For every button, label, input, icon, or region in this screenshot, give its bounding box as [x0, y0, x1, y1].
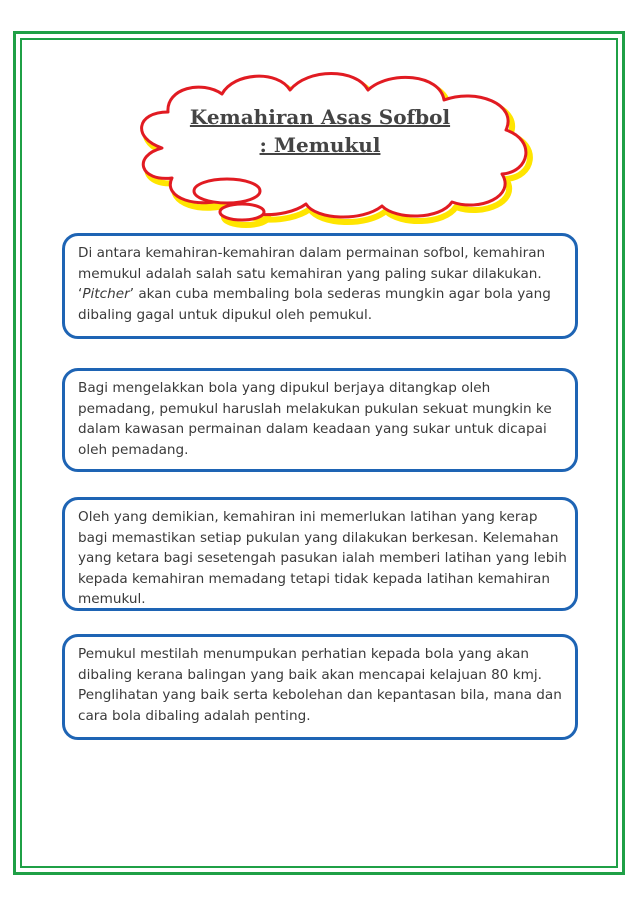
paragraph-1: [78, 243, 567, 325]
paragraph-1-text-start: Di antara kemahiran-kemahiran dalam permainan sofbol, kemahiran memukul adalah salah satu kemahiran yang paling sukar dilakukan. ‘: [78, 245, 546, 302]
text-box-2: [62, 368, 578, 472]
paragraph-2: Bagi mengelakkan bola yang dipukul berjaya ditangkap oleh pemadang, pemukul haruslah melakukan pukulan sekuat mungkin ke dalam kawasan permainan dalam keadaan yang sukar untuk dicapai oleh pemadang.: [78, 380, 552, 458]
page-title: [150, 103, 490, 159]
title-line-1: Kemahiran Asas Sofbol: [189, 105, 451, 129]
paragraph-4: Pemukul mestilah menumpukan perhatian kepada bola yang akan dibaling kerana balingan yang baik akan mencapai kelajuan 80 kmj. Penglihatan yang baik serta kebolehan dan kepantasan bila, mana dan cara bola dibaling adalah penting.: [78, 646, 562, 724]
paragraph-1-italic-term: Pitcher: [82, 286, 130, 302]
title-line-2: : Memukul: [259, 133, 381, 157]
text-box-4: [62, 634, 578, 740]
text-box-3: [62, 497, 578, 611]
text-box-1: [62, 233, 578, 339]
paragraph-3: Oleh yang demikian, kemahiran ini memerlukan latihan yang kerap bagi memastikan setiap pukulan yang dilakukan berkesan. Kelemahan yang ketara bagi sesetengah pasukan ialah memberi latihan yang lebih kepada kemahiran memadang tetapi tidak kepada latihan kemahiran memukul.: [78, 509, 567, 607]
paragraph-1-text-end: ’ akan cuba membaling bola sederas mungkin agar bola yang dibaling gagal untuk dipukul oleh pemukul.: [78, 286, 551, 323]
